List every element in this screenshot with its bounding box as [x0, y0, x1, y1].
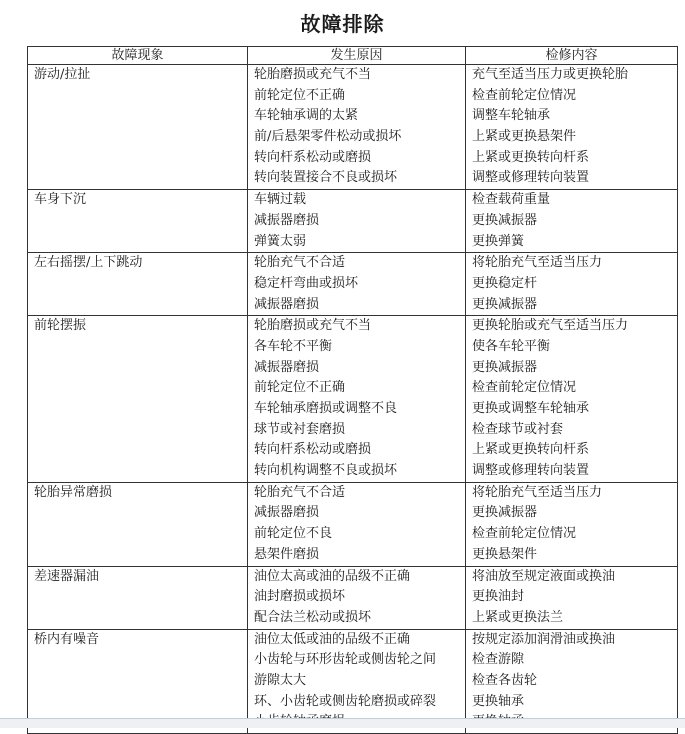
- repair-line: 检查前轮定位情况: [472, 526, 577, 542]
- cause-line: 油位太低或油的品级不正确: [254, 631, 411, 647]
- cause-line: 小齿轮与环形齿轮或侧齿轮之间: [254, 652, 437, 668]
- cause-line: 轮胎充气不合适: [254, 255, 346, 271]
- cause-cell: [248, 190, 466, 253]
- table-row: [28, 65, 678, 190]
- table-row: [28, 316, 678, 483]
- table-row: [28, 190, 678, 253]
- cause-line: 轮胎充气不合适: [254, 484, 346, 500]
- cause-line: 转向杆系松动或磨损: [254, 149, 372, 165]
- repair-line: 检查游隙: [472, 652, 525, 668]
- repair-line: 充气至适当压力或更换轮胎: [472, 67, 629, 82]
- symptom-cell: [28, 316, 248, 483]
- repair-line: 检查各齿轮: [472, 672, 538, 688]
- cause-line: 前轮定位不正确: [254, 380, 346, 396]
- repair-line: 检查前轮定位情况: [472, 380, 577, 396]
- repair-line: 更换减振器: [472, 359, 538, 375]
- repair-line: 上紧或更换转向杆系: [472, 149, 590, 165]
- cause-line: 车辆过载: [254, 192, 307, 208]
- cause-line: 环、小齿轮或侧齿轮磨损或碎裂: [254, 693, 437, 709]
- cause-line: 减振器磨损: [254, 505, 320, 521]
- repair-cell: [466, 253, 678, 316]
- cause-line: 减振器磨损: [254, 359, 320, 375]
- repair-line: 更换轮胎或充气至适当压力: [472, 318, 629, 334]
- symptom-cell: [28, 190, 248, 253]
- symptom-cell: [28, 566, 248, 629]
- cause-line: 减振器磨损: [254, 296, 320, 312]
- cause-line: 油位太高或油的品级不正确: [254, 568, 411, 584]
- cause-line: 转向机构调整不良或损坏: [254, 463, 398, 479]
- cause-line: 前/后悬架零件松动或损坏: [254, 129, 402, 145]
- cause-line: 减振器磨损: [254, 212, 320, 228]
- cause-cell: [248, 316, 466, 483]
- repair-line: 更换稳定杆: [472, 275, 538, 291]
- repair-line: 调整或修理转向装置: [472, 170, 590, 186]
- cause-line: 悬架件磨损: [254, 546, 320, 562]
- cause-line: 球节或衬套磨损: [254, 421, 346, 437]
- symptom-text: 桥内有噪音: [34, 631, 100, 647]
- table-row: [28, 566, 678, 629]
- repair-cell: [466, 190, 678, 253]
- cause-cell: [248, 253, 466, 316]
- repair-line: 调整或修理转向装置: [472, 463, 590, 479]
- troubleshooting-table: [27, 46, 678, 734]
- repair-line: 更换或调整车轮轴承: [472, 401, 590, 416]
- cause-line: 转向装置接合不良或损坏: [254, 170, 398, 186]
- cause-line: 稳定杆弯曲或损坏: [254, 275, 359, 291]
- header-cause: 发生原因: [248, 47, 466, 65]
- repair-cell: [466, 566, 678, 629]
- symptom-text: 左右摇摆/上下跳动: [34, 255, 143, 271]
- page-title: 故障排除: [300, 12, 385, 36]
- cause-line: 车轮轴承调的太紧: [254, 108, 359, 124]
- repair-line: 检查球节或衬套: [472, 421, 564, 437]
- repair-line: 更换弹簧: [472, 233, 525, 249]
- repair-line: 更换油封: [472, 589, 525, 605]
- repair-line: 按规定添加润滑油或换油: [472, 631, 616, 647]
- symptom-cell: [28, 253, 248, 316]
- header-repair: 检修内容: [466, 47, 678, 65]
- cause-line: 轮胎磨损或充气不当: [254, 67, 372, 82]
- repair-line: 调整车轮轴承: [472, 108, 551, 124]
- symptom-text: 差速器漏油: [34, 568, 100, 584]
- repair-line: 检查载荷重量: [472, 192, 551, 208]
- table-header-row: [28, 47, 678, 65]
- cause-cell: [248, 65, 466, 190]
- symptom-text: 游动/拉扯: [34, 67, 91, 82]
- repair-line: 更换减振器: [472, 505, 538, 521]
- repair-line: 更换减振器: [472, 212, 538, 228]
- repair-line: 更换轴承: [472, 693, 525, 709]
- cause-line: 弹簧太弱: [254, 233, 307, 249]
- symptom-cell: [28, 482, 248, 566]
- repair-line: 上紧或更换法兰: [472, 609, 564, 625]
- header-symptom: 故障现象: [28, 47, 248, 65]
- cause-line: 轮胎磨损或充气不当: [254, 318, 372, 334]
- symptom-text: 轮胎异常磨损: [34, 484, 113, 500]
- cause-line: 前轮定位不良: [254, 526, 333, 542]
- cause-cell: [248, 482, 466, 566]
- cause-line: 车轮轴承磨损或调整不良: [254, 401, 398, 416]
- repair-cell: [466, 482, 678, 566]
- cause-line: 游隙太大: [254, 672, 307, 688]
- repair-line: 将轮胎充气至适当压力: [472, 255, 603, 271]
- symptom-text: 车身下沉: [34, 192, 87, 208]
- repair-line: 上紧或更换悬架件: [472, 129, 577, 145]
- cause-line: 配合法兰松动或损坏: [254, 609, 372, 625]
- repair-cell: [466, 65, 678, 190]
- symptom-cell: [28, 65, 248, 190]
- symptom-text: 前轮摆振: [34, 318, 87, 334]
- repair-line: 上紧或更换转向杆系: [472, 442, 590, 458]
- repair-line: 检查前轮定位情况: [472, 87, 577, 103]
- cause-line: 转向杆系松动或磨损: [254, 442, 372, 458]
- cause-cell: [248, 566, 466, 629]
- repair-line: 将轮胎充气至适当压力: [472, 484, 603, 500]
- table-row: [28, 482, 678, 566]
- repair-line: 更换悬架件: [472, 546, 538, 562]
- cause-line: 前轮定位不正确: [254, 87, 346, 103]
- repair-line: 更换减振器: [472, 296, 538, 312]
- repair-line: 将油放至规定液面或换油: [472, 568, 616, 584]
- repair-cell: [466, 316, 678, 483]
- repair-line: 使各车轮平衡: [472, 338, 551, 354]
- cause-line: 各车轮不平衡: [254, 338, 333, 354]
- table-row: [28, 253, 678, 316]
- cause-line: 油封磨损或损坏: [254, 589, 346, 605]
